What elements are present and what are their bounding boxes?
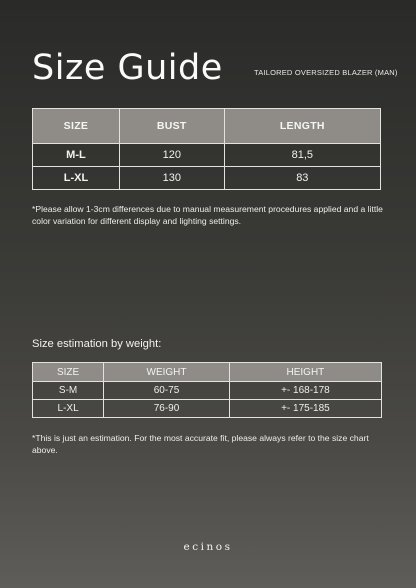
measurement-note: *Please allow 1-3cm differences due to manual measurement procedures applied and a little color variation for different display and lighting settings. xyxy=(32,204,383,227)
table-header-row xyxy=(33,109,381,144)
estimation-note: *This is just an estimation. For the most accurate fit, please always refer to the size chart above. xyxy=(32,433,369,456)
cell-height: +- 168-178 xyxy=(229,382,381,400)
column-header-length: LENGTH xyxy=(224,109,380,144)
cell-size: M-L xyxy=(33,144,120,167)
cell-size: L-XL xyxy=(33,167,120,190)
product-name: TAILORED OVERSIZED BLAZER (MAN) xyxy=(254,68,398,77)
page-title: Size Guide xyxy=(32,48,223,88)
size-chart-table xyxy=(32,108,381,190)
cell-bust: 130 xyxy=(119,167,224,190)
cell-size: L-XL xyxy=(33,400,104,418)
weight-estimation-table xyxy=(32,362,382,418)
cell-length: 83 xyxy=(224,167,380,190)
cell-bust: 120 xyxy=(119,144,224,167)
table-row xyxy=(33,382,382,400)
column-header-height: HEIGHT xyxy=(229,363,381,382)
cell-length: 81,5 xyxy=(224,144,380,167)
table-header-row xyxy=(33,363,382,382)
cell-size: S-M xyxy=(33,382,104,400)
column-header-bust: BUST xyxy=(119,109,224,144)
cell-height: +- 175-185 xyxy=(229,400,381,418)
brand-logo: ecinos xyxy=(183,541,233,553)
table-row xyxy=(33,144,381,167)
weight-section-heading: Size estimation by weight: xyxy=(32,338,162,350)
cell-weight: 76-90 xyxy=(104,400,230,418)
table-row xyxy=(33,400,382,418)
column-header-size: SIZE xyxy=(33,363,104,382)
column-header-weight: WEIGHT xyxy=(104,363,230,382)
table-row xyxy=(33,167,381,190)
cell-weight: 60-75 xyxy=(104,382,230,400)
column-header-size: SIZE xyxy=(33,109,120,144)
